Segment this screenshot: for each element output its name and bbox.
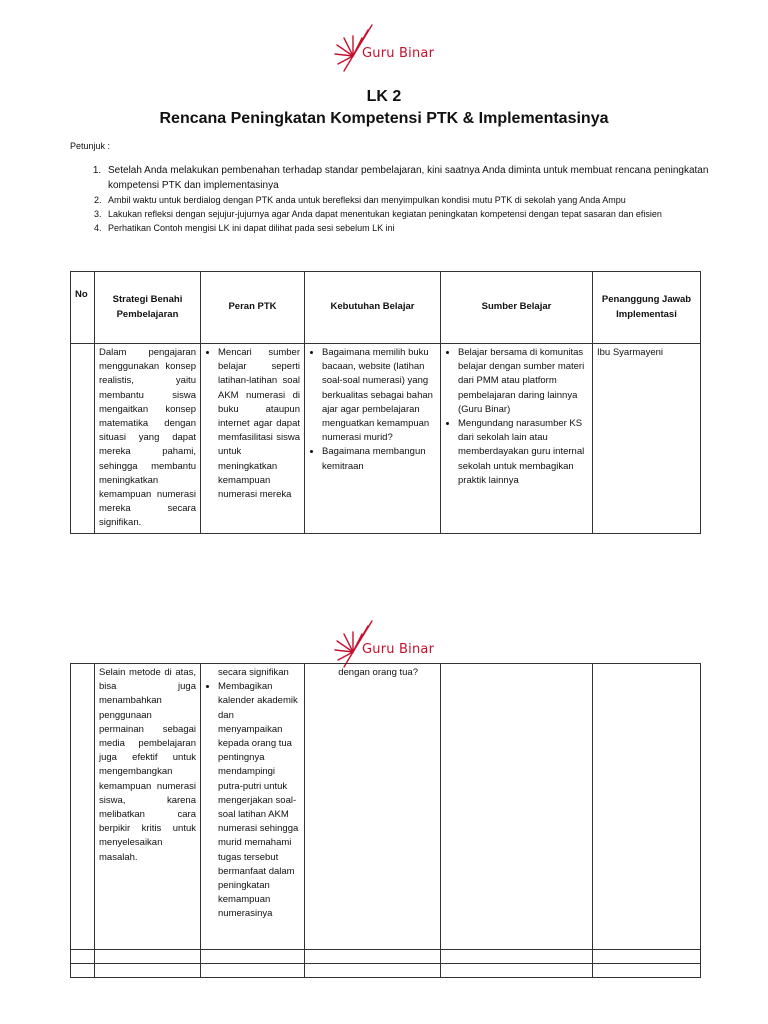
cell-empty <box>305 964 441 978</box>
cell-no <box>71 344 95 534</box>
cell-peran <box>201 664 305 950</box>
instruction-item: 1. Setelah Anda melakukan pembenahan terhadap standar pembelajaran, kini saatnya Anda diminta untuk membuat rencana peningkatan kompetensi PTK dan implementasinya <box>104 163 724 193</box>
cell-empty <box>305 950 441 964</box>
cell-empty <box>441 950 593 964</box>
instruction-list <box>86 163 724 235</box>
instruction-item: 2. Ambil waktu untuk berdialog dengan PTK anda untuk berefleksi dan menyimpulkan kondisi mutu PTK di sekolah yang Anda Ampu <box>104 193 724 207</box>
header-strategi: Strategi Benahi Pembelajaran <box>95 272 201 344</box>
header-penanggung: Penanggung Jawab Implementasi <box>593 272 701 344</box>
cell-empty <box>71 964 95 978</box>
list-item: • Membagikan kalender akademik dan menyampaikan kepada orang tua pentingnya mendampingi putra-putri untuk mengerjakan soal-soal latihan AKM numerasi sehingga murid memahami tugas tersebut bermanfaat dalam peningkatan kemampuan numerasinya <box>218 680 300 921</box>
cell-empty <box>71 950 95 964</box>
list-item: • Belajar bersama di komunitas belajar dengan sumber materi dari PMM atau platform pembelajaran daring lainnya (Guru Binar) <box>458 346 588 417</box>
instruction-item: 3. Lakukan refleksi dengan sejujur-jujurnya agar Anda dapat menentukan kegiatan peningkatan kompetensi dengan tepat sasaran dan efisien <box>104 207 724 221</box>
cell-kebutuhan <box>305 344 441 534</box>
header-sumber: Sumber Belajar <box>441 272 593 344</box>
doc-title: Rencana Peningkatan Kompetensi PTK & Implementasinya <box>159 110 609 127</box>
plan-table-page1 <box>70 271 701 534</box>
cell-sumber <box>441 344 593 534</box>
peran-continued: secara signifikan <box>218 667 289 678</box>
petunjuk-label: Petunjuk : <box>70 141 111 151</box>
cell-empty <box>201 950 305 964</box>
plan-table-page2 <box>70 663 701 978</box>
cell-empty <box>201 964 305 978</box>
cell-kebutuhan: dengan orang tua? <box>305 664 441 950</box>
instruction-item: 4. Perhatikan Contoh mengisi LK ini dapat dilihat pada sesi sebelum LK ini <box>104 221 724 235</box>
header-no: No <box>71 272 95 344</box>
cell-penanggung <box>593 664 701 950</box>
list-item: • Bagaimana membangun kemitraan <box>322 445 436 473</box>
cell-empty <box>95 964 201 978</box>
cell-peran <box>201 344 305 534</box>
list-item: • Bagaimana memilih buku bacaan, website (latihan soal-soal numerasi) yang berkualitas sebagai bahan ajar agar pembelajaran menguatkan kemampuan numerasi murid? <box>322 346 436 445</box>
list-item: • Mencari sumber belajar seperti latihan-latihan soal AKM numerasi di buku ataupun internet agar dapat memfasilitasi siswa untuk meningkatkan kemampuan numerasi mereka <box>218 346 300 502</box>
list-item: • Mengundang narasumber KS dari sekolah lain atau memberdayakan guru internal sekolah untuk membagikan praktik lainnya <box>458 417 588 488</box>
cell-empty <box>95 950 201 964</box>
guru-binar-logo <box>330 22 434 74</box>
header-kebutuhan: Kebutuhan Belajar <box>305 272 441 344</box>
cell-strategi: Dalam pengajaran menggunakan konsep realistis, yaitu membantu siswa mengaitkan konsep matematika dengan situasi yang dapat mereka pahami, sehingga membantu meningkatkan kemampuan numerasi mereka secara signifikan. <box>95 344 201 534</box>
cell-penanggung: Ibu Syarmayeni <box>593 344 701 534</box>
cell-empty <box>593 964 701 978</box>
logo-text: Guru Binar <box>362 45 435 61</box>
header-peran: Peran PTK <box>201 272 305 344</box>
cell-empty <box>441 964 593 978</box>
doc-code: LK 2 <box>366 88 402 105</box>
cell-no <box>71 664 95 950</box>
cell-empty <box>593 950 701 964</box>
logo-text: Guru Binar <box>362 641 435 657</box>
cell-strategi: Selain metode di atas, bisa juga menambahkan penggunaan permainan sebagai media pembelajaran juga efektif untuk mengembangkan kemampuan numerasi siswa, karena melibatkan cara berpikir kritis untuk menyelesaikan masalah. <box>95 664 201 950</box>
cell-sumber <box>441 664 593 950</box>
